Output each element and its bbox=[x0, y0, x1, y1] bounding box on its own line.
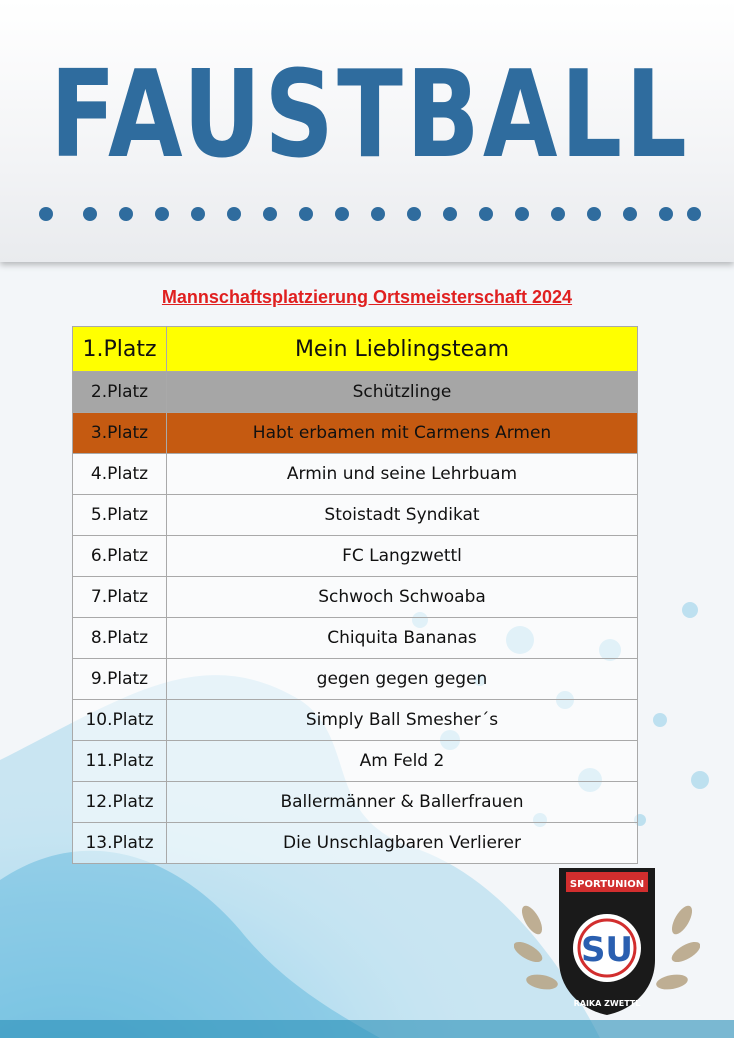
team-cell: Ballermänner & Ballerfrauen bbox=[167, 782, 638, 823]
club-logo bbox=[514, 860, 700, 1020]
svg-text:SU: SU bbox=[580, 930, 634, 970]
team-cell: Mein Lieblingsteam bbox=[167, 327, 638, 372]
svg-text:RAIKA ZWETTL: RAIKA ZWETTL bbox=[573, 999, 641, 1008]
page-subtitle: Mannschaftsplatzierung Ortsmeisterschaft 2024 bbox=[161, 287, 573, 307]
team-cell: FC Langzwettl bbox=[167, 536, 638, 577]
ranking-table bbox=[72, 326, 638, 864]
team-cell: Armin und seine Lehrbuam bbox=[167, 454, 638, 495]
table-row bbox=[73, 372, 638, 413]
table-row bbox=[73, 782, 638, 823]
place-cell: 3.Platz bbox=[73, 413, 167, 454]
team-cell: Stoistadt Syndikat bbox=[167, 495, 638, 536]
table-row bbox=[73, 495, 638, 536]
headline-wordmark bbox=[30, 48, 710, 198]
team-cell: Habt erbamen mit Carmens Armen bbox=[167, 413, 638, 454]
table-row bbox=[73, 741, 638, 782]
table-row bbox=[73, 536, 638, 577]
table-row bbox=[73, 327, 638, 372]
table-row bbox=[73, 659, 638, 700]
place-cell: 13.Platz bbox=[73, 823, 167, 864]
place-cell: 2.Platz bbox=[73, 372, 167, 413]
place-cell: 5.Platz bbox=[73, 495, 167, 536]
svg-text:FAUSTBALL: FAUSTBALL bbox=[50, 48, 690, 185]
place-cell: 11.Platz bbox=[73, 741, 167, 782]
place-cell: 7.Platz bbox=[73, 577, 167, 618]
svg-text:SPORTUNION: SPORTUNION bbox=[569, 879, 645, 890]
place-cell: 9.Platz bbox=[73, 659, 167, 700]
place-cell: 1.Platz bbox=[73, 327, 167, 372]
team-cell: Simply Ball Smesher´s bbox=[167, 700, 638, 741]
place-cell: 4.Platz bbox=[73, 454, 167, 495]
team-cell: Am Feld 2 bbox=[167, 741, 638, 782]
table-row bbox=[73, 577, 638, 618]
place-cell: 10.Platz bbox=[73, 700, 167, 741]
team-cell: gegen gegen gegen bbox=[167, 659, 638, 700]
team-cell: Schützlinge bbox=[167, 372, 638, 413]
place-cell: 12.Platz bbox=[73, 782, 167, 823]
dot-row bbox=[30, 200, 710, 230]
place-cell: 8.Platz bbox=[73, 618, 167, 659]
table-row bbox=[73, 413, 638, 454]
place-cell: 6.Platz bbox=[73, 536, 167, 577]
table-row bbox=[73, 454, 638, 495]
team-cell: Die Unschlagbaren Verlierer bbox=[167, 823, 638, 864]
team-cell: Schwoch Schwoaba bbox=[167, 577, 638, 618]
table-row bbox=[73, 823, 638, 864]
team-cell: Chiquita Bananas bbox=[167, 618, 638, 659]
table-row bbox=[73, 618, 638, 659]
table-row bbox=[73, 700, 638, 741]
header-banner bbox=[0, 0, 734, 262]
